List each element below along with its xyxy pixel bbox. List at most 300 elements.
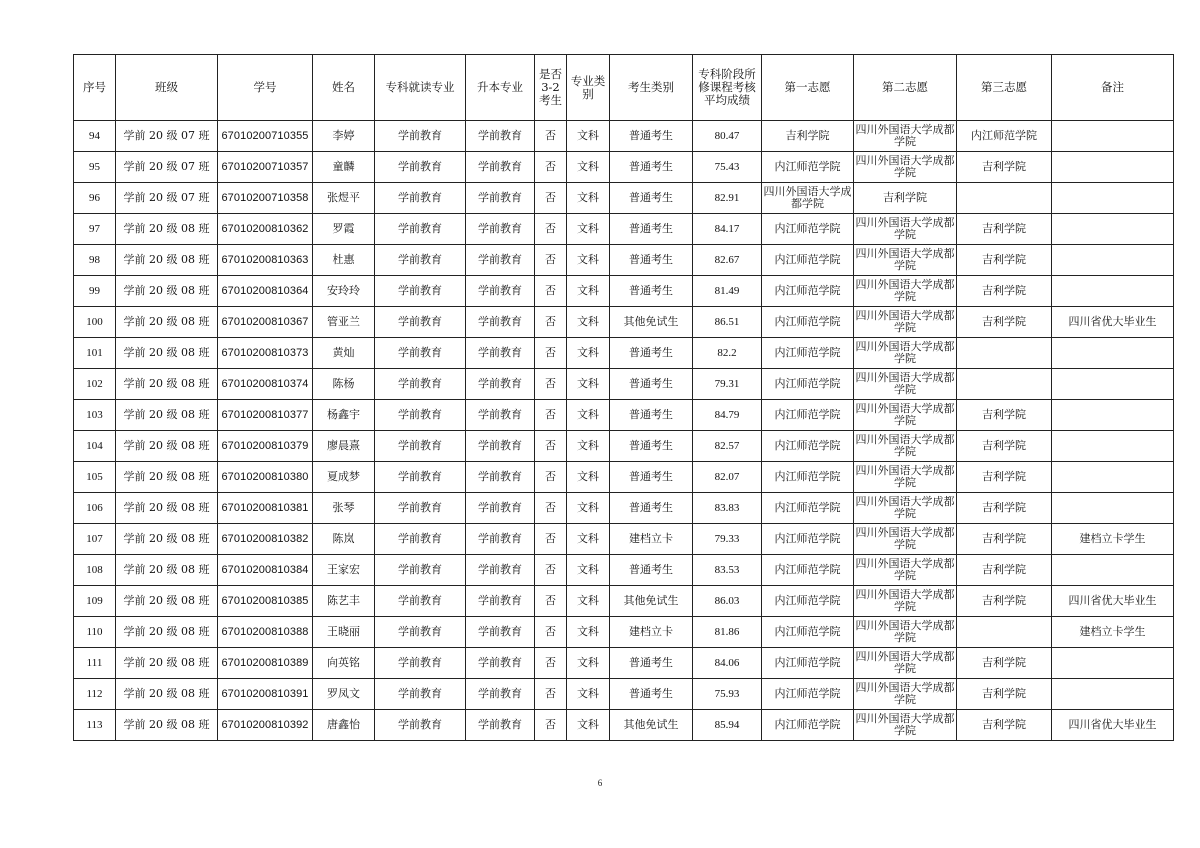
cell-first-choice: 内江师范学院 [762, 400, 854, 431]
cell-college-major: 学前教育 [375, 121, 466, 152]
cell-upgrade-major: 学前教育 [466, 617, 535, 648]
cell-third-choice: 吉利学院 [957, 152, 1052, 183]
cell-seq-no: 109 [74, 586, 116, 617]
cell-is-3-2: 否 [535, 276, 567, 307]
cell-candidate-type: 普通考生 [610, 214, 693, 245]
cell-candidate-type: 普通考生 [610, 431, 693, 462]
cell-class: 学前 20 级 08 班 [116, 369, 218, 400]
cell-upgrade-major: 学前教育 [466, 462, 535, 493]
cell-second-choice: 四川外国语大学成都学院 [854, 338, 957, 369]
cell-name: 陈艺丰 [313, 586, 375, 617]
cell-remarks: 四川省优大毕业生 [1052, 586, 1174, 617]
cell-student-id: 67010200810381 [218, 493, 313, 524]
cell-first-choice: 四川外国语大学成都学院 [762, 183, 854, 214]
table-row [74, 431, 1174, 462]
header-college-major: 专科就读专业 [375, 55, 466, 121]
cell-remarks: 四川省优大毕业生 [1052, 307, 1174, 338]
cell-college-major: 学前教育 [375, 524, 466, 555]
cell-student-id: 67010200810380 [218, 462, 313, 493]
cell-name: 罗霞 [313, 214, 375, 245]
cell-is-3-2: 否 [535, 462, 567, 493]
cell-upgrade-major: 学前教育 [466, 493, 535, 524]
cell-upgrade-major: 学前教育 [466, 710, 535, 741]
cell-seq-no: 98 [74, 245, 116, 276]
cell-college-major: 学前教育 [375, 369, 466, 400]
cell-candidate-type: 普通考生 [610, 152, 693, 183]
cell-second-choice: 四川外国语大学成都学院 [854, 648, 957, 679]
cell-student-id: 67010200810377 [218, 400, 313, 431]
cell-remarks [1052, 555, 1174, 586]
table-row [74, 648, 1174, 679]
cell-first-choice: 内江师范学院 [762, 214, 854, 245]
cell-is-3-2: 否 [535, 555, 567, 586]
cell-upgrade-major: 学前教育 [466, 555, 535, 586]
cell-student-id: 67010200810391 [218, 679, 313, 710]
cell-upgrade-major: 学前教育 [466, 276, 535, 307]
cell-upgrade-major: 学前教育 [466, 400, 535, 431]
cell-avg-score: 86.51 [693, 307, 762, 338]
cell-major-category: 文科 [567, 555, 610, 586]
cell-class: 学前 20 级 08 班 [116, 586, 218, 617]
cell-first-choice: 内江师范学院 [762, 493, 854, 524]
cell-remarks [1052, 121, 1174, 152]
cell-is-3-2: 否 [535, 245, 567, 276]
cell-third-choice: 吉利学院 [957, 524, 1052, 555]
cell-name: 童麟 [313, 152, 375, 183]
cell-is-3-2: 否 [535, 400, 567, 431]
cell-first-choice: 内江师范学院 [762, 369, 854, 400]
cell-major-category: 文科 [567, 214, 610, 245]
cell-major-category: 文科 [567, 338, 610, 369]
cell-avg-score: 82.57 [693, 431, 762, 462]
cell-avg-score: 80.47 [693, 121, 762, 152]
cell-class: 学前 20 级 07 班 [116, 121, 218, 152]
cell-first-choice: 内江师范学院 [762, 245, 854, 276]
cell-third-choice: 吉利学院 [957, 648, 1052, 679]
cell-first-choice: 内江师范学院 [762, 338, 854, 369]
cell-third-choice: 吉利学院 [957, 400, 1052, 431]
cell-is-3-2: 否 [535, 524, 567, 555]
header-row [74, 55, 1174, 121]
cell-avg-score: 85.94 [693, 710, 762, 741]
cell-candidate-type: 普通考生 [610, 648, 693, 679]
cell-college-major: 学前教育 [375, 617, 466, 648]
cell-seq-no: 101 [74, 338, 116, 369]
header-second-choice: 第二志愿 [854, 55, 957, 121]
cell-seq-no: 107 [74, 524, 116, 555]
cell-college-major: 学前教育 [375, 431, 466, 462]
cell-major-category: 文科 [567, 679, 610, 710]
cell-third-choice: 吉利学院 [957, 555, 1052, 586]
cell-college-major: 学前教育 [375, 555, 466, 586]
cell-seq-no: 112 [74, 679, 116, 710]
cell-avg-score: 84.79 [693, 400, 762, 431]
table-row [74, 307, 1174, 338]
table-row [74, 400, 1174, 431]
cell-avg-score: 79.31 [693, 369, 762, 400]
table-row [74, 555, 1174, 586]
cell-third-choice: 吉利学院 [957, 679, 1052, 710]
cell-upgrade-major: 学前教育 [466, 369, 535, 400]
cell-avg-score: 83.83 [693, 493, 762, 524]
table-row [74, 710, 1174, 741]
cell-seq-no: 94 [74, 121, 116, 152]
cell-college-major: 学前教育 [375, 400, 466, 431]
cell-remarks: 建档立卡学生 [1052, 524, 1174, 555]
table-row [74, 214, 1174, 245]
cell-student-id: 67010200810379 [218, 431, 313, 462]
cell-upgrade-major: 学前教育 [466, 586, 535, 617]
cell-major-category: 文科 [567, 710, 610, 741]
cell-class: 学前 20 级 08 班 [116, 276, 218, 307]
cell-candidate-type: 普通考生 [610, 679, 693, 710]
cell-third-choice [957, 617, 1052, 648]
cell-major-category: 文科 [567, 369, 610, 400]
table-row [74, 152, 1174, 183]
cell-name: 黄灿 [313, 338, 375, 369]
cell-candidate-type: 其他免试生 [610, 307, 693, 338]
cell-remarks [1052, 431, 1174, 462]
cell-first-choice: 内江师范学院 [762, 617, 854, 648]
cell-second-choice: 四川外国语大学成都学院 [854, 524, 957, 555]
cell-is-3-2: 否 [535, 307, 567, 338]
cell-seq-no: 100 [74, 307, 116, 338]
table-row [74, 617, 1174, 648]
header-class: 班级 [116, 55, 218, 121]
cell-upgrade-major: 学前教育 [466, 183, 535, 214]
cell-upgrade-major: 学前教育 [466, 121, 535, 152]
cell-remarks [1052, 493, 1174, 524]
cell-name: 罗凤文 [313, 679, 375, 710]
cell-third-choice: 吉利学院 [957, 214, 1052, 245]
cell-student-id: 67010200810363 [218, 245, 313, 276]
cell-class: 学前 20 级 08 班 [116, 679, 218, 710]
cell-name: 李婷 [313, 121, 375, 152]
student-roster-table [73, 54, 1174, 741]
cell-student-id: 67010200810385 [218, 586, 313, 617]
cell-is-3-2: 否 [535, 214, 567, 245]
cell-student-id: 67010200710357 [218, 152, 313, 183]
table-row [74, 245, 1174, 276]
cell-student-id: 67010200810388 [218, 617, 313, 648]
cell-remarks [1052, 245, 1174, 276]
cell-second-choice: 四川外国语大学成都学院 [854, 462, 957, 493]
cell-college-major: 学前教育 [375, 338, 466, 369]
cell-first-choice: 内江师范学院 [762, 307, 854, 338]
cell-first-choice: 内江师范学院 [762, 586, 854, 617]
cell-second-choice: 四川外国语大学成都学院 [854, 152, 957, 183]
cell-avg-score: 81.86 [693, 617, 762, 648]
cell-name: 杜惠 [313, 245, 375, 276]
cell-seq-no: 110 [74, 617, 116, 648]
cell-class: 学前 20 级 08 班 [116, 431, 218, 462]
cell-candidate-type: 普通考生 [610, 493, 693, 524]
cell-second-choice: 四川外国语大学成都学院 [854, 431, 957, 462]
cell-name: 陈杨 [313, 369, 375, 400]
cell-major-category: 文科 [567, 524, 610, 555]
table-row [74, 121, 1174, 152]
cell-student-id: 67010200810382 [218, 524, 313, 555]
cell-class: 学前 20 级 08 班 [116, 617, 218, 648]
cell-class: 学前 20 级 08 班 [116, 524, 218, 555]
cell-candidate-type: 普通考生 [610, 183, 693, 214]
cell-upgrade-major: 学前教育 [466, 307, 535, 338]
cell-student-id: 67010200810364 [218, 276, 313, 307]
cell-avg-score: 82.2 [693, 338, 762, 369]
cell-first-choice: 内江师范学院 [762, 524, 854, 555]
cell-third-choice: 吉利学院 [957, 710, 1052, 741]
table-row [74, 586, 1174, 617]
cell-avg-score: 86.03 [693, 586, 762, 617]
cell-student-id: 67010200810392 [218, 710, 313, 741]
cell-remarks [1052, 338, 1174, 369]
table-row [74, 524, 1174, 555]
header-first-choice: 第一志愿 [762, 55, 854, 121]
cell-candidate-type: 建档立卡 [610, 617, 693, 648]
cell-candidate-type: 普通考生 [610, 462, 693, 493]
cell-second-choice: 四川外国语大学成都学院 [854, 121, 957, 152]
cell-college-major: 学前教育 [375, 307, 466, 338]
cell-major-category: 文科 [567, 121, 610, 152]
cell-student-id: 67010200710358 [218, 183, 313, 214]
cell-student-id: 67010200810362 [218, 214, 313, 245]
cell-candidate-type: 其他免试生 [610, 710, 693, 741]
cell-class: 学前 20 级 08 班 [116, 214, 218, 245]
table-body [74, 121, 1174, 741]
cell-candidate-type: 普通考生 [610, 400, 693, 431]
cell-major-category: 文科 [567, 183, 610, 214]
cell-avg-score: 81.49 [693, 276, 762, 307]
header-name: 姓名 [313, 55, 375, 121]
cell-class: 学前 20 级 07 班 [116, 152, 218, 183]
cell-major-category: 文科 [567, 648, 610, 679]
cell-second-choice: 四川外国语大学成都学院 [854, 710, 957, 741]
cell-candidate-type: 普通考生 [610, 555, 693, 586]
cell-major-category: 文科 [567, 431, 610, 462]
cell-second-choice: 四川外国语大学成都学院 [854, 493, 957, 524]
cell-first-choice: 内江师范学院 [762, 152, 854, 183]
cell-third-choice: 吉利学院 [957, 586, 1052, 617]
cell-upgrade-major: 学前教育 [466, 524, 535, 555]
cell-name: 王家宏 [313, 555, 375, 586]
table-row [74, 462, 1174, 493]
cell-third-choice: 吉利学院 [957, 307, 1052, 338]
cell-remarks [1052, 183, 1174, 214]
table-header [74, 55, 1174, 121]
cell-remarks [1052, 462, 1174, 493]
table-row [74, 183, 1174, 214]
cell-third-choice: 吉利学院 [957, 245, 1052, 276]
header-student-id: 学号 [218, 55, 313, 121]
cell-first-choice: 内江师范学院 [762, 555, 854, 586]
cell-college-major: 学前教育 [375, 214, 466, 245]
cell-major-category: 文科 [567, 400, 610, 431]
cell-class: 学前 20 级 08 班 [116, 338, 218, 369]
cell-upgrade-major: 学前教育 [466, 431, 535, 462]
cell-seq-no: 108 [74, 555, 116, 586]
cell-avg-score: 75.93 [693, 679, 762, 710]
cell-first-choice: 内江师范学院 [762, 710, 854, 741]
table-row [74, 276, 1174, 307]
cell-major-category: 文科 [567, 307, 610, 338]
cell-class: 学前 20 级 08 班 [116, 462, 218, 493]
cell-class: 学前 20 级 07 班 [116, 183, 218, 214]
cell-avg-score: 84.06 [693, 648, 762, 679]
header-avg-score: 专科阶段所修课程考核平均成绩 [693, 55, 762, 121]
header-major-category: 专业类别 [567, 55, 610, 121]
cell-remarks: 四川省优大毕业生 [1052, 710, 1174, 741]
cell-second-choice: 四川外国语大学成都学院 [854, 214, 957, 245]
cell-major-category: 文科 [567, 462, 610, 493]
cell-is-3-2: 否 [535, 586, 567, 617]
cell-upgrade-major: 学前教育 [466, 152, 535, 183]
cell-candidate-type: 普通考生 [610, 369, 693, 400]
cell-college-major: 学前教育 [375, 586, 466, 617]
cell-college-major: 学前教育 [375, 152, 466, 183]
cell-is-3-2: 否 [535, 679, 567, 710]
cell-name: 唐鑫怡 [313, 710, 375, 741]
cell-name: 杨鑫宇 [313, 400, 375, 431]
cell-student-id: 67010200810384 [218, 555, 313, 586]
cell-seq-no: 95 [74, 152, 116, 183]
cell-major-category: 文科 [567, 617, 610, 648]
cell-class: 学前 20 级 08 班 [116, 555, 218, 586]
cell-first-choice: 内江师范学院 [762, 679, 854, 710]
table-row [74, 679, 1174, 710]
cell-name: 管亚兰 [313, 307, 375, 338]
header-remarks: 备注 [1052, 55, 1174, 121]
cell-second-choice: 四川外国语大学成都学院 [854, 276, 957, 307]
cell-first-choice: 内江师范学院 [762, 431, 854, 462]
cell-third-choice [957, 183, 1052, 214]
cell-first-choice: 内江师范学院 [762, 462, 854, 493]
cell-name: 廖晨熹 [313, 431, 375, 462]
cell-remarks [1052, 152, 1174, 183]
cell-name: 夏成梦 [313, 462, 375, 493]
cell-third-choice: 内江师范学院 [957, 121, 1052, 152]
cell-upgrade-major: 学前教育 [466, 245, 535, 276]
cell-seq-no: 113 [74, 710, 116, 741]
cell-seq-no: 106 [74, 493, 116, 524]
cell-seq-no: 97 [74, 214, 116, 245]
cell-second-choice: 吉利学院 [854, 183, 957, 214]
table-row [74, 493, 1174, 524]
cell-college-major: 学前教育 [375, 245, 466, 276]
cell-college-major: 学前教育 [375, 648, 466, 679]
cell-name: 安玲玲 [313, 276, 375, 307]
cell-candidate-type: 建档立卡 [610, 524, 693, 555]
cell-class: 学前 20 级 08 班 [116, 710, 218, 741]
cell-third-choice: 吉利学院 [957, 431, 1052, 462]
cell-major-category: 文科 [567, 586, 610, 617]
cell-name: 王晓丽 [313, 617, 375, 648]
cell-remarks [1052, 400, 1174, 431]
cell-is-3-2: 否 [535, 369, 567, 400]
cell-avg-score: 82.67 [693, 245, 762, 276]
cell-candidate-type: 普通考生 [610, 245, 693, 276]
cell-name: 向英铭 [313, 648, 375, 679]
cell-name: 张琴 [313, 493, 375, 524]
cell-name: 张煜平 [313, 183, 375, 214]
cell-remarks [1052, 276, 1174, 307]
cell-student-id: 67010200810373 [218, 338, 313, 369]
cell-third-choice: 吉利学院 [957, 462, 1052, 493]
cell-third-choice: 吉利学院 [957, 493, 1052, 524]
cell-second-choice: 四川外国语大学成都学院 [854, 679, 957, 710]
cell-class: 学前 20 级 08 班 [116, 648, 218, 679]
cell-seq-no: 99 [74, 276, 116, 307]
cell-remarks [1052, 679, 1174, 710]
cell-student-id: 67010200810389 [218, 648, 313, 679]
cell-upgrade-major: 学前教育 [466, 679, 535, 710]
cell-class: 学前 20 级 08 班 [116, 307, 218, 338]
cell-is-3-2: 否 [535, 710, 567, 741]
cell-seq-no: 104 [74, 431, 116, 462]
table-row [74, 369, 1174, 400]
cell-major-category: 文科 [567, 245, 610, 276]
cell-student-id: 67010200810367 [218, 307, 313, 338]
cell-is-3-2: 否 [535, 183, 567, 214]
cell-candidate-type: 普通考生 [610, 338, 693, 369]
cell-is-3-2: 否 [535, 121, 567, 152]
cell-is-3-2: 否 [535, 617, 567, 648]
cell-candidate-type: 其他免试生 [610, 586, 693, 617]
header-seq-no: 序号 [74, 55, 116, 121]
cell-candidate-type: 普通考生 [610, 121, 693, 152]
cell-seq-no: 111 [74, 648, 116, 679]
cell-second-choice: 四川外国语大学成都学院 [854, 400, 957, 431]
cell-student-id: 67010200710355 [218, 121, 313, 152]
cell-is-3-2: 否 [535, 152, 567, 183]
cell-second-choice: 四川外国语大学成都学院 [854, 369, 957, 400]
header-is-3-2: 是否3-2考生 [535, 55, 567, 121]
cell-second-choice: 四川外国语大学成都学院 [854, 307, 957, 338]
table-row [74, 338, 1174, 369]
header-candidate-type: 考生类别 [610, 55, 693, 121]
cell-class: 学前 20 级 08 班 [116, 400, 218, 431]
cell-remarks: 建档立卡学生 [1052, 617, 1174, 648]
cell-second-choice: 四川外国语大学成都学院 [854, 555, 957, 586]
cell-first-choice: 内江师范学院 [762, 276, 854, 307]
cell-student-id: 67010200810374 [218, 369, 313, 400]
cell-third-choice [957, 369, 1052, 400]
cell-avg-score: 75.43 [693, 152, 762, 183]
cell-is-3-2: 否 [535, 648, 567, 679]
cell-remarks [1052, 214, 1174, 245]
cell-major-category: 文科 [567, 152, 610, 183]
cell-first-choice: 吉利学院 [762, 121, 854, 152]
cell-third-choice: 吉利学院 [957, 276, 1052, 307]
cell-is-3-2: 否 [535, 493, 567, 524]
cell-avg-score: 79.33 [693, 524, 762, 555]
cell-third-choice [957, 338, 1052, 369]
cell-upgrade-major: 学前教育 [466, 648, 535, 679]
cell-second-choice: 四川外国语大学成都学院 [854, 617, 957, 648]
cell-college-major: 学前教育 [375, 493, 466, 524]
cell-is-3-2: 否 [535, 338, 567, 369]
cell-college-major: 学前教育 [375, 679, 466, 710]
cell-upgrade-major: 学前教育 [466, 338, 535, 369]
cell-seq-no: 103 [74, 400, 116, 431]
cell-remarks [1052, 369, 1174, 400]
cell-second-choice: 四川外国语大学成都学院 [854, 586, 957, 617]
cell-seq-no: 105 [74, 462, 116, 493]
cell-seq-no: 102 [74, 369, 116, 400]
cell-college-major: 学前教育 [375, 710, 466, 741]
cell-remarks [1052, 648, 1174, 679]
cell-avg-score: 84.17 [693, 214, 762, 245]
cell-avg-score: 83.53 [693, 555, 762, 586]
